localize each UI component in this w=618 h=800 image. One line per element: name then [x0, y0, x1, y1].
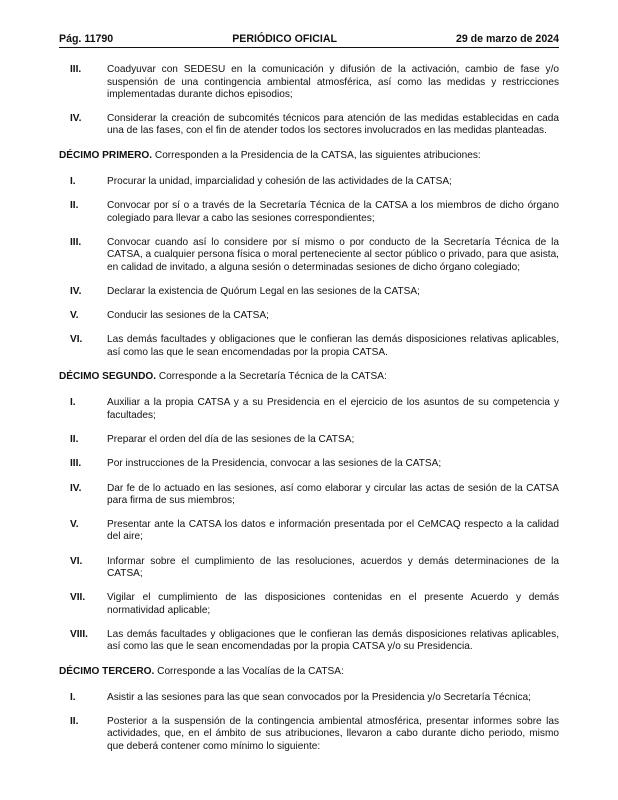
item-text: Preparar el orden del día de las sesiones de la CATSA;	[107, 433, 355, 445]
list-item	[59, 519, 559, 544]
item-text: Convocar por sí o a través de la Secretaría Técnica de la CATSA a los miembros de dicho órgano colegiado para llevar a cabo las sesiones correspondientes;	[107, 200, 559, 224]
section-heading	[59, 371, 559, 383]
list-item	[59, 113, 559, 138]
item-text: Procurar la unidad, imparcialidad y cohesión de las actividades de la CATSA;	[107, 176, 452, 188]
item-number: IV.	[70, 285, 82, 297]
item-number: VII.	[70, 592, 86, 604]
item-text: Convocar cuando así lo considere por sí mismo o por conducto de la Secretaría Técnica de la CATSA, a cualquier persona física o moral perteneciente al sector público o privado, para que asista, en calidad de invitado, a alguna sesión o determinadas sesiones de dicho órgano colegiado;	[107, 236, 559, 273]
section-list	[59, 692, 559, 753]
item-text: Declarar la existencia de Quórum Legal en las sesiones de la CATSA;	[107, 285, 420, 297]
item-number: III.	[70, 458, 82, 470]
item-number: II.	[70, 200, 79, 212]
list-item	[59, 286, 559, 298]
list-item	[59, 397, 559, 422]
list-item	[59, 334, 559, 359]
section-heading	[59, 666, 559, 678]
item-text: Dar fe de lo actuado en las sesiones, así como elaborar y circular las actas de sesión de la CATSA para firma de sus miembros;	[107, 482, 559, 506]
list-item	[59, 176, 559, 188]
list-item	[59, 434, 559, 446]
item-number: III.	[70, 236, 82, 248]
section-heading-label: DÉCIMO PRIMERO.	[59, 149, 153, 161]
item-text: Considerar la creación de subcomités técnicos para atención de las medidas establecidas en cada una de las fases, con el fin de atender todos los sectores involucrados en las medidas planteadas.	[107, 113, 559, 137]
list-item	[59, 629, 559, 654]
item-number: II.	[70, 433, 79, 445]
item-number: V.	[70, 519, 79, 531]
item-text: Auxiliar a la propia CATSA y a su Presidencia en el ejercicio de los asuntos de su competencia y facultades;	[107, 397, 559, 421]
item-text: Informar sobre el cumplimiento de las resoluciones, acuerdos y demás determinaciones de la CATSA;	[107, 555, 559, 580]
item-text: Presentar ante la CATSA los datos e información presentada por el CeMCAQ respecto a la calidad del aire;	[107, 519, 559, 543]
list-item	[59, 483, 559, 508]
list-item	[59, 458, 559, 470]
item-text: Asistir a las sesiones para las que sean convocados por la Presidencia y/o Secretaría Técnica;	[107, 691, 531, 703]
item-number: II.	[70, 716, 79, 728]
section-heading-text: Corresponde a las Vocalías de la CATSA:	[154, 665, 344, 677]
list-item	[59, 64, 559, 101]
list-item	[59, 556, 559, 581]
publication-title: PERIÓDICO OFICIAL	[232, 33, 337, 45]
section-heading-text: Corresponden a la Presidencia de la CATSA, las siguientes atribuciones:	[152, 149, 481, 161]
item-number: I.	[70, 691, 76, 703]
item-text: Las demás facultades y obligaciones que le confieran las demás disposiciones relativas aplicables, así como las que le sean encomendadas por la propia CATSA.	[107, 334, 559, 358]
item-text: Por instrucciones de la Presidencia, convocar a las sesiones de la CATSA;	[107, 458, 442, 470]
section-heading-label: DÉCIMO SEGUNDO.	[59, 371, 157, 383]
item-number: I.	[70, 397, 76, 409]
section-decimo-primero	[59, 150, 559, 359]
item-text: Posterior a la suspensión de la contingencia ambiental atmosférica, presentar informes sobre las actividades, que, en el ámbito de sus atribuciones, llevaron a cabo durante dicho periodo, mismo que deberá contener como mínimo lo siguiente:	[107, 716, 559, 752]
item-number: I.	[70, 176, 76, 188]
item-text: Vigilar el cumplimiento de las disposiciones contenidas en el presente Acuerdo y demás normatividad aplicable;	[107, 592, 559, 616]
list-item	[59, 592, 559, 617]
intro-list	[59, 64, 559, 137]
list-item	[59, 692, 559, 704]
item-number: V.	[70, 310, 79, 322]
item-number: III.	[70, 64, 82, 76]
list-item	[59, 716, 559, 753]
publication-date: 29 de marzo de 2024	[455, 33, 559, 45]
list-item	[59, 237, 559, 274]
list-item	[59, 200, 559, 225]
item-text: Las demás facultades y obligaciones que le confieran las demás disposiciones relativas aplicables, así como las que le sean encomendadas por la propia CATSA y/o su Presidencia.	[107, 628, 559, 653]
item-number: VI.	[70, 555, 83, 567]
section-list	[59, 397, 559, 653]
section-list	[59, 176, 559, 359]
item-number: IV.	[70, 482, 82, 494]
list-item	[59, 310, 559, 322]
section-heading	[59, 150, 559, 162]
section-heading-text: Corresponde a la Secretaría Técnica de la CATSA:	[156, 371, 387, 383]
item-text: Conducir las sesiones de la CATSA;	[107, 310, 269, 322]
section-heading-label: DÉCIMO TERCERO.	[59, 665, 155, 677]
item-text: Coadyuvar con SEDESU en la comunicación y difusión de la activación, cambio de fase y/o suspensión de una contingencia ambiental atmosférica, así como las medidas y restricciones implementadas durante dichos episodios;	[107, 64, 559, 100]
section-decimo-segundo	[59, 371, 559, 653]
page-number: Pág. 11790	[59, 33, 114, 45]
page-header	[59, 33, 559, 48]
item-number: VIII.	[70, 628, 88, 640]
item-number: VI.	[70, 334, 83, 346]
item-number: IV.	[70, 113, 82, 125]
section-decimo-tercero	[59, 666, 559, 753]
